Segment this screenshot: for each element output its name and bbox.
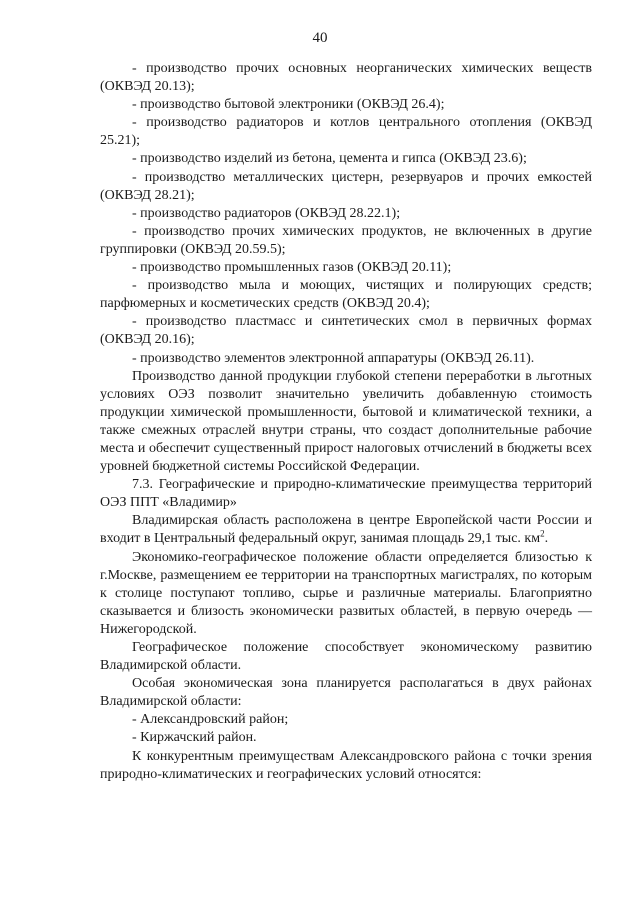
page-number: 40 <box>312 30 328 46</box>
list-item: - производство прочих химических продуктов, не включенных в другие группировки (ОКВЭД 20.59.5); <box>100 223 592 257</box>
paragraph-geo-position: Географическое положение способствует экономическому развитию Владимирской области. <box>100 640 592 674</box>
list-item: - производство металлических цистерн, резервуаров и прочих емкостей (ОКВЭД 28.21); <box>100 169 592 203</box>
paragraph-location-end: . <box>544 531 549 547</box>
paragraph-location <box>100 512 592 548</box>
list-item: - производство пластмасс и синтетических смол в первичных формах (ОКВЭД 20.16); <box>100 314 592 348</box>
superscript: 2 <box>540 528 545 539</box>
list-item: - производство промышленных газов (ОКВЭД 20.11); <box>132 260 452 276</box>
list-item: - производство радиаторов (ОКВЭД 28.22.1); <box>132 205 401 221</box>
section-heading: 7.3. Географические и природно-климатические преимущества территорий ОЭЗ ППТ «Владимир» <box>100 477 592 511</box>
list-item: - производство мыла и моющих, чистящих и полирующих средств; парфюмерных и косметических средств (ОКВЭД 20.4); <box>100 278 592 312</box>
list-item: - Александровский район; <box>132 712 289 728</box>
list-item: - производство радиаторов и котлов центрального отопления (ОКВЭД 25.21); <box>100 115 592 149</box>
list-item: - производство прочих основных неорганических химических веществ (ОКВЭД 20.13); <box>100 61 592 95</box>
list-item: - производство бытовой электроники (ОКВЭД 26.4); <box>132 97 445 113</box>
paragraph-location-text: Владимирская область расположена в центре Европейской части России и входит в Центральный федеральный округ, занимая площадь 29,1 тыс. км <box>100 513 592 547</box>
paragraph-econ-geo: Экономико-географическое положение области определяется близостью к г.Москве, размещением ее территории на транспортных магистралях, по которым к столице поступают топливо, сырье и различные материалы. Благоприятно сказывается и близость экономически развитых областей, в первую очередь — Нижегородской. <box>100 549 592 637</box>
paragraph-zone: Особая экономическая зона планируется располагаться в двух районах Владимирской области: <box>100 676 592 710</box>
paragraph-competitive: К конкурентным преимуществам Александровского района с точки зрения природно-климатических и географических условий относятся: <box>100 748 592 782</box>
page-body <box>100 60 592 784</box>
paragraph-production: Производство данной продукции глубокой степени переработки в льготных условиях ОЭЗ позволит значительно увеличить добавленную стоимость продукции химической промышленности, бытовой и климатической техники, а также смежных отраслей внутри страны, что создаст дополнительные рабочие места и обеспечит существенный прирост налоговых отчислений в бюджеты всех уровней бюджетной системы Российской Федерации. <box>100 368 592 475</box>
list-item: - производство изделий из бетона, цемента и гипса (ОКВЭД 23.6); <box>132 151 527 167</box>
list-item: - Киржачский район. <box>132 730 257 746</box>
list-item: - производство элементов электронной аппаратуры (ОКВЭД 26.11). <box>132 350 535 366</box>
